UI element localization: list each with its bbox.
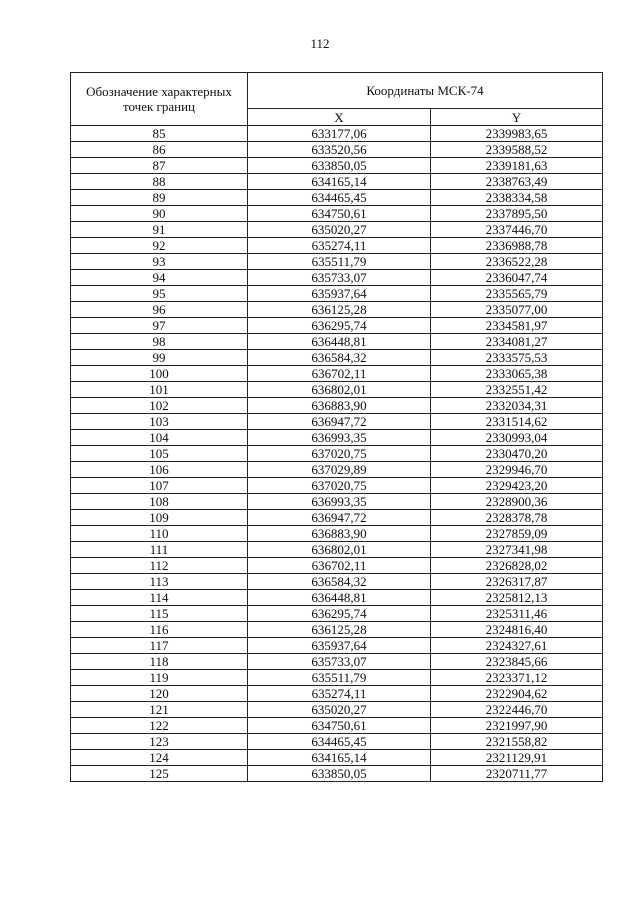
y-coordinate-cell: 2333065,38	[431, 366, 603, 382]
y-coordinate-cell: 2321558,82	[431, 734, 603, 750]
point-number-cell: 113	[71, 574, 248, 590]
point-column-header: Обозначение характерных точек границ	[71, 73, 248, 126]
point-number-cell: 102	[71, 398, 248, 414]
table-body	[71, 126, 603, 782]
x-coordinate-cell: 635511,79	[248, 670, 431, 686]
point-number-cell: 124	[71, 750, 248, 766]
table-row	[71, 142, 603, 158]
y-coordinate-cell: 2327341,98	[431, 542, 603, 558]
y-coordinate-cell: 2326317,87	[431, 574, 603, 590]
point-number-cell: 88	[71, 174, 248, 190]
table-row	[71, 750, 603, 766]
point-number-cell: 100	[71, 366, 248, 382]
point-number-cell: 95	[71, 286, 248, 302]
table-row	[71, 286, 603, 302]
y-coordinate-cell: 2337895,50	[431, 206, 603, 222]
table-row	[71, 542, 603, 558]
point-number-cell: 98	[71, 334, 248, 350]
point-number-cell: 112	[71, 558, 248, 574]
table-row	[71, 382, 603, 398]
x-coordinate-cell: 635511,79	[248, 254, 431, 270]
y-coordinate-cell: 2321129,91	[431, 750, 603, 766]
y-coordinate-cell: 2329946,70	[431, 462, 603, 478]
point-number-cell: 85	[71, 126, 248, 142]
table-row	[71, 558, 603, 574]
x-coordinate-cell: 635020,27	[248, 222, 431, 238]
point-number-cell: 125	[71, 766, 248, 782]
y-coordinate-cell: 2331514,62	[431, 414, 603, 430]
x-coordinate-cell: 633850,05	[248, 158, 431, 174]
y-coordinate-cell: 2335565,79	[431, 286, 603, 302]
table-row	[71, 670, 603, 686]
point-number-cell: 107	[71, 478, 248, 494]
y-coordinate-cell: 2332551,42	[431, 382, 603, 398]
y-coordinate-cell: 2330993,04	[431, 430, 603, 446]
table-row	[71, 366, 603, 382]
y-coordinate-cell: 2336522,28	[431, 254, 603, 270]
point-number-cell: 114	[71, 590, 248, 606]
x-coordinate-cell: 636448,81	[248, 334, 431, 350]
y-coordinate-cell: 2329423,20	[431, 478, 603, 494]
table-row	[71, 302, 603, 318]
x-coordinate-cell: 637020,75	[248, 478, 431, 494]
y-coordinate-cell: 2338334,58	[431, 190, 603, 206]
x-coordinate-cell: 636584,32	[248, 350, 431, 366]
x-column-header: X	[248, 109, 431, 126]
x-coordinate-cell: 637020,75	[248, 446, 431, 462]
table-row	[71, 654, 603, 670]
table-row	[71, 222, 603, 238]
table-row	[71, 478, 603, 494]
y-coordinate-cell: 2339588,52	[431, 142, 603, 158]
table-row	[71, 334, 603, 350]
x-coordinate-cell: 636993,35	[248, 430, 431, 446]
y-coordinate-cell: 2321997,90	[431, 718, 603, 734]
y-coordinate-cell: 2334081,27	[431, 334, 603, 350]
point-number-cell: 96	[71, 302, 248, 318]
y-coordinate-cell: 2338763,49	[431, 174, 603, 190]
point-number-cell: 99	[71, 350, 248, 366]
table-row	[71, 718, 603, 734]
point-number-cell: 105	[71, 446, 248, 462]
y-coordinate-cell: 2328900,36	[431, 494, 603, 510]
y-coordinate-cell: 2327859,09	[431, 526, 603, 542]
y-coordinate-cell: 2328378,78	[431, 510, 603, 526]
y-coordinate-cell: 2323845,66	[431, 654, 603, 670]
table-row	[71, 414, 603, 430]
x-coordinate-cell: 636584,32	[248, 574, 431, 590]
point-number-cell: 86	[71, 142, 248, 158]
table-row	[71, 350, 603, 366]
table-row	[71, 622, 603, 638]
y-coordinate-cell: 2324816,40	[431, 622, 603, 638]
x-coordinate-cell: 635274,11	[248, 686, 431, 702]
point-number-cell: 119	[71, 670, 248, 686]
table-row	[71, 398, 603, 414]
table-row	[71, 462, 603, 478]
table-row	[71, 318, 603, 334]
y-coordinate-cell: 2335077,00	[431, 302, 603, 318]
x-coordinate-cell: 633850,05	[248, 766, 431, 782]
y-coordinate-cell: 2320711,77	[431, 766, 603, 782]
table-row	[71, 702, 603, 718]
table-row	[71, 606, 603, 622]
point-number-cell: 89	[71, 190, 248, 206]
table-row	[71, 766, 603, 782]
point-number-cell: 103	[71, 414, 248, 430]
x-coordinate-cell: 634750,61	[248, 718, 431, 734]
page-number: 112	[310, 36, 330, 51]
x-coordinate-cell: 636802,01	[248, 542, 431, 558]
x-coordinate-cell: 636993,35	[248, 494, 431, 510]
x-coordinate-cell: 636702,11	[248, 558, 431, 574]
x-coordinate-cell: 633520,56	[248, 142, 431, 158]
point-number-cell: 97	[71, 318, 248, 334]
point-number-cell: 111	[71, 542, 248, 558]
point-number-cell: 108	[71, 494, 248, 510]
table-row	[71, 574, 603, 590]
coordinates-group-header: Координаты МСК-74	[248, 73, 603, 109]
point-number-cell: 123	[71, 734, 248, 750]
coordinates-table	[70, 72, 603, 782]
x-coordinate-cell: 634465,45	[248, 190, 431, 206]
x-coordinate-cell: 636947,72	[248, 510, 431, 526]
y-coordinate-cell: 2332034,31	[431, 398, 603, 414]
x-coordinate-cell: 636883,90	[248, 398, 431, 414]
table-row	[71, 126, 603, 142]
y-coordinate-cell: 2336988,78	[431, 238, 603, 254]
point-number-cell: 120	[71, 686, 248, 702]
x-coordinate-cell: 636883,90	[248, 526, 431, 542]
y-coordinate-cell: 2323371,12	[431, 670, 603, 686]
x-coordinate-cell: 636448,81	[248, 590, 431, 606]
x-coordinate-cell: 636947,72	[248, 414, 431, 430]
table-row	[71, 734, 603, 750]
y-coordinate-cell: 2324327,61	[431, 638, 603, 654]
x-coordinate-cell: 635937,64	[248, 638, 431, 654]
table-row	[71, 590, 603, 606]
point-number-cell: 87	[71, 158, 248, 174]
y-coordinate-cell: 2339983,65	[431, 126, 603, 142]
x-coordinate-cell: 635733,07	[248, 654, 431, 670]
table-row	[71, 686, 603, 702]
y-coordinate-cell: 2336047,74	[431, 270, 603, 286]
point-number-cell: 110	[71, 526, 248, 542]
table-row	[71, 446, 603, 462]
table-row	[71, 190, 603, 206]
y-coordinate-cell: 2325311,46	[431, 606, 603, 622]
point-number-cell: 115	[71, 606, 248, 622]
point-number-cell: 109	[71, 510, 248, 526]
point-number-cell: 106	[71, 462, 248, 478]
table-row	[71, 526, 603, 542]
x-coordinate-cell: 636702,11	[248, 366, 431, 382]
x-coordinate-cell: 635020,27	[248, 702, 431, 718]
x-coordinate-cell: 634750,61	[248, 206, 431, 222]
point-number-cell: 104	[71, 430, 248, 446]
y-coordinate-cell: 2333575,53	[431, 350, 603, 366]
x-coordinate-cell: 636125,28	[248, 622, 431, 638]
point-number-cell: 101	[71, 382, 248, 398]
y-coordinate-cell: 2330470,20	[431, 446, 603, 462]
x-coordinate-cell: 637029,89	[248, 462, 431, 478]
x-coordinate-cell: 636295,74	[248, 318, 431, 334]
point-number-cell: 122	[71, 718, 248, 734]
x-coordinate-cell: 634165,14	[248, 750, 431, 766]
point-number-cell: 91	[71, 222, 248, 238]
table-row	[71, 510, 603, 526]
x-coordinate-cell: 635733,07	[248, 270, 431, 286]
x-coordinate-cell: 634465,45	[248, 734, 431, 750]
table-row	[71, 174, 603, 190]
x-coordinate-cell: 633177,06	[248, 126, 431, 142]
point-number-cell: 118	[71, 654, 248, 670]
table-row	[71, 158, 603, 174]
y-coordinate-cell: 2326828,02	[431, 558, 603, 574]
table-row	[71, 238, 603, 254]
point-number-cell: 116	[71, 622, 248, 638]
x-coordinate-cell: 636295,74	[248, 606, 431, 622]
y-coordinate-cell: 2322446,70	[431, 702, 603, 718]
x-coordinate-cell: 636125,28	[248, 302, 431, 318]
x-coordinate-cell: 635937,64	[248, 286, 431, 302]
point-number-cell: 92	[71, 238, 248, 254]
y-coordinate-cell: 2322904,62	[431, 686, 603, 702]
y-coordinate-cell: 2337446,70	[431, 222, 603, 238]
point-number-cell: 94	[71, 270, 248, 286]
y-coordinate-cell: 2325812,13	[431, 590, 603, 606]
y-coordinate-cell: 2334581,97	[431, 318, 603, 334]
x-coordinate-cell: 636802,01	[248, 382, 431, 398]
y-coordinate-cell: 2339181,63	[431, 158, 603, 174]
x-coordinate-cell: 635274,11	[248, 238, 431, 254]
table-row	[71, 494, 603, 510]
table-row	[71, 430, 603, 446]
table-header	[71, 73, 603, 126]
x-coordinate-cell: 634165,14	[248, 174, 431, 190]
y-column-header: Y	[431, 109, 603, 126]
table-row	[71, 270, 603, 286]
table-row	[71, 206, 603, 222]
table-row	[71, 254, 603, 270]
point-number-cell: 90	[71, 206, 248, 222]
point-number-cell: 121	[71, 702, 248, 718]
point-number-cell: 117	[71, 638, 248, 654]
point-number-cell: 93	[71, 254, 248, 270]
table-row	[71, 638, 603, 654]
